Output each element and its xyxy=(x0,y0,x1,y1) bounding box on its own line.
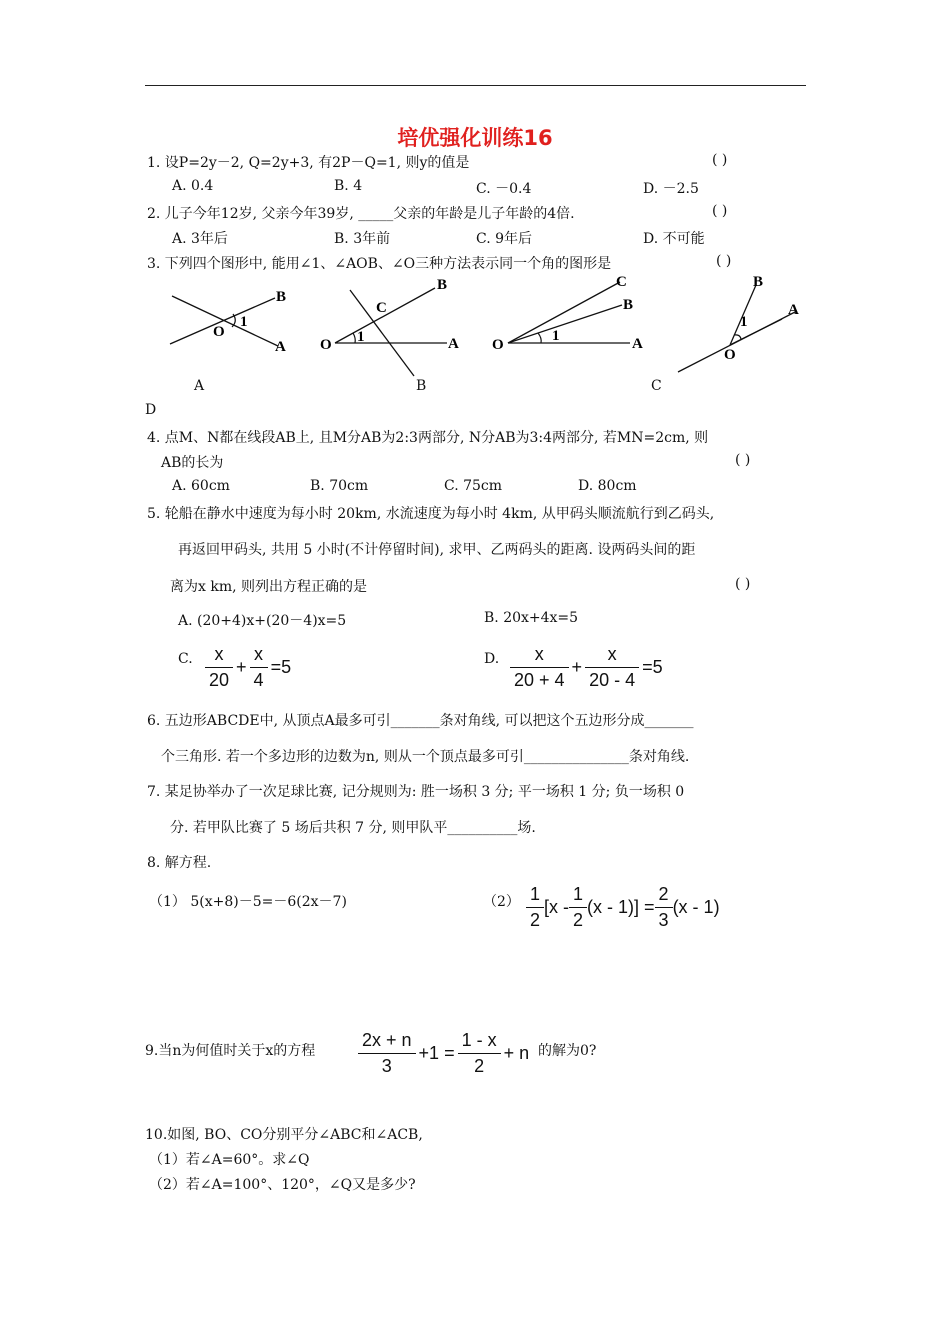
fig-d-label-b: B xyxy=(753,274,764,290)
q4-stem: 4. 点M、N都在线段AB上, 且M分AB为2:3两部分, N分AB为3:4两部分, 若MN=2cm, 则 xyxy=(147,430,709,446)
q1-option-b: B. 4 xyxy=(334,178,363,194)
q1-option-a: A. 0.4 xyxy=(172,178,214,194)
figure-label-c: C xyxy=(651,378,662,394)
fig-d-label-o: O xyxy=(724,347,736,363)
fig-c-label-c: C xyxy=(616,274,627,290)
fig-a-label-1: 1 xyxy=(240,314,248,330)
q5-line-1: 5. 轮船在静水中速度为每小时 20km, 水流速度为每小时 4km, 从甲码头顺流航行到乙码头, xyxy=(147,506,715,522)
q8-part-1: （1） 5(x+8)－5=－6(2x－7) xyxy=(149,894,347,910)
q7-line-2: 分. 若甲队比赛了 5 场后共积 7 分, 则甲队平__________场. xyxy=(170,820,536,836)
fig-c-label-b: B xyxy=(623,297,634,313)
q7-line-1: 7. 某足协举办了一次足球比赛, 记分规则为: 胜一场积 3 分; 平一场积 1 分; 负一场积 0 xyxy=(147,784,685,800)
fraction: $\frac{x}{20 - 4}$ xyxy=(585,644,639,691)
q6-line-2: 个三角形. 若一个多边形的边数为n, 则从一个顶点最多可引_______________条对角线. xyxy=(161,749,690,765)
q4-option-c: C. 75cm xyxy=(444,478,503,494)
q8-stem: 8. 解方程. xyxy=(147,855,212,871)
q5-option-b: B. 20x+4x=5 xyxy=(484,610,579,626)
q1-bracket: ( ) xyxy=(712,152,728,168)
q2-option-d: D. 不可能 xyxy=(643,231,705,247)
fig-b-label-c: C xyxy=(376,300,387,316)
figure-label-a: A xyxy=(194,378,205,394)
fig-b-label-b: B xyxy=(437,277,448,293)
q10-line-2: （1）若∠A=60°。求∠Q xyxy=(149,1152,310,1168)
q8-part-2-formula: $\frac{1}{2}$ [x - $\frac{1}{2}$ (x - 1)] = $\frac{2}{3}$ (x - 1) xyxy=(526,884,720,931)
q1-option-d: D. －2.5 xyxy=(643,181,699,197)
q2-option-b: B. 3年前 xyxy=(334,231,391,247)
figure-d xyxy=(678,274,799,372)
q5-line-2: 再返回甲码头, 共用 5 小时(不计停留时间), 求甲、乙两码头的距离. 设两码头间的距 xyxy=(178,542,696,558)
page-title: 培优强化训练16 xyxy=(397,126,553,150)
q3-stem: 3. 下列四个图形中, 能用∠1、∠AOB、∠O三种方法表示同一个角的图形是 xyxy=(147,256,612,272)
fig-d-label-1: 1 xyxy=(740,314,748,330)
q2-option-a: A. 3年后 xyxy=(172,231,228,247)
q5-option-c-label: C. xyxy=(178,651,193,667)
q4-option-d: D. 80cm xyxy=(578,478,637,494)
q2-option-c: C. 9年后 xyxy=(476,231,533,247)
q8-part-2-label: （2） xyxy=(483,894,520,910)
q9-formula: $\frac{2x + n}{3}$ +1 = $\frac{1 - x}{2}$ + n xyxy=(358,1030,532,1077)
q3-figures xyxy=(150,268,830,388)
q10-line-3: （2）若∠A=100°、120°，∠Q又是多少? xyxy=(149,1177,416,1193)
q9-prefix: 9.当n为何值时关于x的方程 xyxy=(145,1043,316,1059)
fig-b-label-a: A xyxy=(448,336,459,352)
q1-stem: 1. 设P=2y－2, Q=2y+3, 有2P－Q=1, 则y的值是 xyxy=(147,155,470,171)
q5-line-3: 离为x km, 则列出方程正确的是 xyxy=(170,579,368,595)
q2-bracket: ( ) xyxy=(712,203,728,219)
fig-c-label-1: 1 xyxy=(552,328,560,344)
fig-b-label-o: O xyxy=(320,337,332,353)
q5-option-a: A. (20+4)x+(20－4)x=5 xyxy=(178,613,347,629)
q4-option-b: B. 70cm xyxy=(310,478,369,494)
fraction: $\frac{2x + n}{3}$ xyxy=(358,1030,416,1077)
q5-option-d-formula: $\frac{x}{20 + 4}$ + $\frac{x}{20 - 4}$ =5 xyxy=(510,644,666,691)
fraction: $\frac{2}{3}$ xyxy=(655,884,673,931)
fig-c-label-o: O xyxy=(492,337,504,353)
fraction: $\frac{1}{2}$ xyxy=(569,884,587,931)
fig-a-label-b: B xyxy=(276,289,287,305)
q6-line-1: 6. 五边形ABCDE中, 从顶点A最多可引_______条对角线, 可以把这个五边形分成_______ xyxy=(147,713,694,729)
fig-a-label-a: A xyxy=(275,339,286,355)
fig-c-label-a: A xyxy=(632,336,643,352)
q2-stem: 2. 儿子今年12岁, 父亲今年39岁, _____父亲的年龄是儿子年龄的4倍. xyxy=(147,206,575,222)
fraction: $\frac{1 - x}{2}$ xyxy=(458,1030,501,1077)
fig-a-label-o: O xyxy=(213,324,225,340)
q9-suffix: 的解为0? xyxy=(538,1043,597,1059)
q10-line-1: 10.如图, BO、CO分别平分∠ABC和∠ACB, xyxy=(145,1127,423,1143)
q5-option-d-label: D. xyxy=(484,651,500,667)
figure-c xyxy=(492,274,643,353)
fig-b-label-1: 1 xyxy=(357,329,365,345)
fraction: $\frac{x}{4}$ xyxy=(250,644,268,691)
q5-option-c-formula: $\frac{x}{20}$ + $\frac{x}{4}$ =5 xyxy=(205,644,294,691)
q3-bracket: ( ) xyxy=(716,253,732,269)
fraction: $\frac{x}{20}$ xyxy=(205,644,233,691)
figure-label-d: D xyxy=(145,402,157,418)
q4-option-a: A. 60cm xyxy=(172,478,230,494)
q4-bracket: ( ) xyxy=(735,452,751,468)
figure-b xyxy=(320,277,459,376)
fraction: $\frac{x}{20 + 4}$ xyxy=(510,644,569,691)
fraction: $\frac{1}{2}$ xyxy=(526,884,544,931)
figure-a xyxy=(170,289,286,355)
q1-option-c: C. －0.4 xyxy=(476,181,532,197)
header-rule xyxy=(145,85,806,86)
fig-d-label-a: A xyxy=(788,302,799,318)
q4-stem-2: AB的长为 xyxy=(161,455,224,471)
q5-bracket: ( ) xyxy=(735,576,751,592)
figure-label-b: B xyxy=(416,378,427,394)
